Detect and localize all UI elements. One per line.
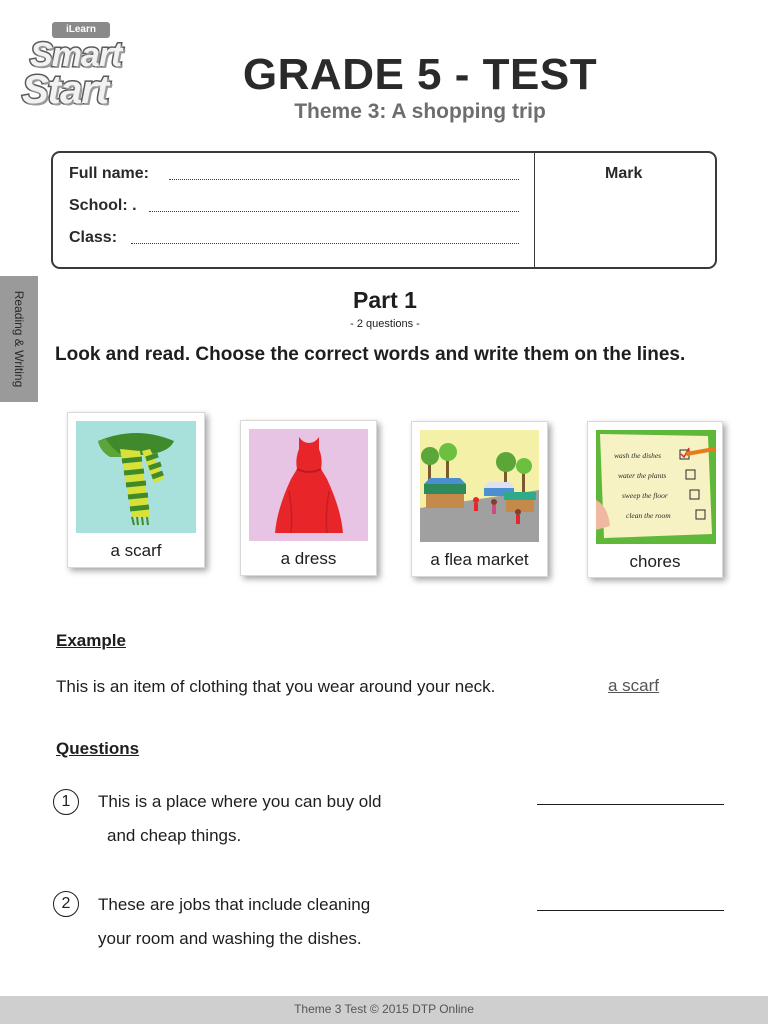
question-2-line-2: your room and washing the dishes. — [98, 929, 362, 948]
school-label: School: . — [69, 197, 137, 214]
part-title: Part 1 — [353, 287, 417, 313]
picture-caption-dress: a dress — [280, 549, 337, 568]
side-tab-label: Reading & Writing — [12, 290, 26, 388]
student-info-box — [51, 151, 717, 269]
example-text: This is an item of clothing that you wear around your neck. — [56, 677, 496, 696]
school-field[interactable] — [149, 211, 519, 212]
question-1-answer-line[interactable] — [537, 804, 724, 805]
full-name-label: Full name: — [69, 165, 150, 182]
picture-card-scarf — [67, 412, 205, 568]
instruction-text: Look and read. Choose the correct words and write them on the lines. — [55, 344, 686, 365]
question-1-number: 1 — [53, 789, 79, 815]
dress-icon — [249, 429, 368, 541]
questions-heading: Questions — [56, 739, 140, 758]
class-label: Class: — [69, 229, 118, 246]
logo-word-smart: Smart — [30, 36, 122, 74]
question-2-line-1: These are jobs that include cleaning — [98, 895, 371, 914]
section-side-tab — [0, 276, 38, 402]
chores-checklist-icon — [596, 430, 716, 544]
picture-card-dress — [240, 420, 377, 576]
page-subtitle: Theme 3: A shopping trip — [294, 100, 546, 123]
question-2-answer-line[interactable] — [537, 910, 724, 911]
scarf-icon — [76, 421, 196, 533]
picture-card-flea-market — [411, 421, 548, 577]
smart-start-logo — [18, 22, 140, 122]
chores-item-2: water the plants — [618, 471, 667, 480]
picture-caption-flea-market: a flea market — [430, 550, 529, 569]
logo-ribbon: iLearn — [52, 22, 110, 38]
example-answer: a scarf — [608, 676, 660, 695]
full-name-field[interactable] — [169, 179, 519, 180]
question-1-line-2: and cheap things. — [107, 826, 242, 845]
info-divider — [534, 153, 535, 267]
logo-word-start: Start — [22, 68, 109, 112]
page-footer: Theme 3 Test © 2015 DTP Online — [0, 996, 768, 1024]
question-2-number: 2 — [53, 891, 79, 917]
flea-market-icon — [420, 430, 539, 542]
example-heading: Example — [56, 631, 126, 650]
picture-caption-scarf: a scarf — [110, 541, 162, 560]
class-field[interactable] — [131, 243, 519, 244]
page-title: GRADE 5 - TEST — [242, 50, 598, 99]
mark-label: Mark — [605, 165, 643, 182]
picture-card-chores — [587, 421, 723, 578]
chores-item-4: clean the room — [626, 511, 671, 520]
picture-caption-chores: chores — [629, 552, 681, 571]
question-1-line-1: This is a place where you can buy old — [98, 792, 382, 811]
chores-item-3: sweep the floor — [622, 491, 668, 500]
part-question-count: - 2 questions - — [350, 318, 420, 330]
chores-item-1: wash the dishes — [614, 451, 662, 460]
